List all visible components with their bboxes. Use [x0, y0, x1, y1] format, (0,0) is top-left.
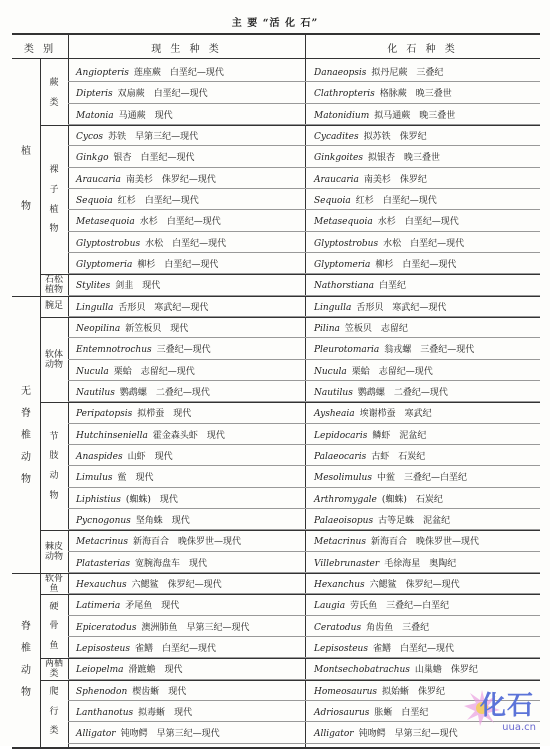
row-divider: [68, 615, 540, 616]
row-divider: [68, 231, 540, 232]
row-divider: [68, 529, 540, 530]
living-description: 澳洲肺鱼 早第三纪—现代: [141, 622, 250, 633]
fossil-species-cell: [314, 513, 450, 526]
living-description: 柳杉 白垩纪—现代: [137, 259, 219, 270]
fossil-description: 南美杉 侏罗纪: [363, 174, 427, 185]
subgroup-label: 两栖 类: [44, 659, 63, 679]
living-species-cell: [76, 321, 188, 334]
fossil-species-cell: [314, 193, 437, 206]
fossil-latin-name: Nathorstiana: [314, 281, 375, 292]
row-divider: [68, 124, 540, 125]
living-latin-name: Entemnotrochus: [76, 345, 152, 356]
fossil-species-cell: [314, 705, 428, 718]
fossil-latin-name: Metacrinus: [314, 537, 366, 548]
subgroup-label: 裸 子 植 物: [49, 165, 59, 235]
living-description: 马通蕨 现代: [118, 110, 173, 121]
living-description: 霍金森头虾 现代: [152, 430, 225, 441]
fossil-species-cell: [314, 278, 406, 291]
watermark-url[interactable]: uua.cn: [502, 722, 536, 733]
living-description: 舌形贝 寒武纪—现代: [118, 302, 209, 313]
living-description: 剑韭 现代: [115, 281, 161, 292]
row-divider: [68, 209, 540, 210]
fossil-latin-name: Montsechobatrachus: [314, 665, 410, 676]
fossil-description: 拟始蜥 侏罗纪: [382, 686, 446, 697]
living-species-cell: [76, 428, 225, 441]
living-species-cell: [76, 193, 199, 206]
row-divider: [68, 593, 540, 594]
subgroup-label: 节 肢 动 物: [49, 431, 59, 501]
watermark-logo-text: 化石: [479, 691, 534, 721]
fossil-latin-name: Alligator: [314, 729, 354, 740]
fossil-latin-name: Villebrunaster: [314, 558, 380, 569]
subgroup-separator: [40, 317, 540, 318]
subgroup-label: 石松 植物: [44, 275, 63, 295]
living-species-cell: [76, 65, 224, 78]
fossil-description: 毛徐海星 奥陶纪: [384, 558, 457, 569]
living-latin-name: Lingulla: [76, 302, 114, 313]
fossil-latin-name: Pilina: [314, 323, 340, 334]
living-species-cell: [76, 86, 208, 99]
fossil-latin-name: Aysheaia: [314, 409, 355, 420]
table-top-border: [12, 33, 540, 35]
fossil-latin-name: Laugia: [314, 601, 346, 612]
living-latin-name: Nautilus: [76, 387, 115, 398]
living-latin-name: Hexauchus: [76, 579, 127, 590]
living-latin-name: Metasequoia: [76, 217, 135, 228]
header-bottom-border: [12, 58, 540, 59]
group-label: 植 物: [21, 146, 31, 213]
fossil-latin-name: Nucula: [314, 366, 347, 377]
row-divider: [68, 167, 540, 168]
fossil-latin-name: Danaeopsis: [314, 68, 367, 78]
row-divider: [68, 572, 540, 573]
fossil-species-cell: [314, 577, 460, 590]
living-latin-name: Dipteris: [76, 89, 113, 100]
living-description: 莲座蕨 白垩纪—现代: [133, 68, 224, 78]
header-category: 类 别: [23, 44, 57, 55]
fossil-latin-name: Palaeocaris: [314, 451, 367, 462]
fossil-species-cell: [314, 385, 448, 398]
living-latin-name: Glyptostrobus: [76, 238, 141, 249]
row-divider: [68, 145, 540, 146]
fossil-description: 水杉 白垩纪—现代: [377, 217, 459, 228]
fossil-description: 柳杉 白垩纪—现代: [375, 259, 457, 270]
fossil-latin-name: Lingulla: [314, 302, 352, 313]
row-divider: [68, 81, 540, 82]
living-description: 栗蛤 志留纪—现代: [113, 366, 195, 377]
fossil-description: (蜘蛛) 石炭纪: [381, 494, 443, 505]
living-description: 水杉 白垩纪—现代: [139, 217, 221, 228]
living-latin-name: Hutchinseniella: [76, 430, 148, 441]
living-species-cell: [76, 641, 216, 654]
site-watermark: [460, 678, 546, 740]
fossil-description: 中鲎 三叠纪—白垩纪: [376, 473, 467, 484]
living-latin-name: Lepisosteus: [76, 643, 130, 654]
living-latin-name: Cycos: [76, 131, 104, 142]
row-divider: [68, 743, 540, 744]
row-divider: [68, 508, 540, 509]
row-divider: [68, 295, 540, 296]
living-latin-name: Araucaria: [76, 174, 121, 185]
table-bottom-border: [12, 747, 540, 749]
fossil-description: 古虾 石炭纪: [371, 451, 426, 462]
living-latin-name: Metacrinus: [76, 537, 128, 548]
fossil-latin-name: Hexanchus: [314, 579, 365, 590]
fossil-species-cell: [314, 662, 478, 675]
fossil-description: 六鳃鲨 侏罗纪—现代: [369, 579, 460, 590]
living-description: 南美杉 侏罗纪—现代: [125, 174, 216, 185]
fossil-species-cell: [314, 86, 452, 99]
living-species-cell: [76, 108, 173, 121]
living-description: 红杉 白垩纪—现代: [117, 195, 199, 206]
living-latin-name: Ginkgo: [76, 153, 109, 164]
row-divider: [68, 423, 540, 424]
fossil-latin-name: Metasequoia: [314, 217, 373, 228]
living-description: 宽腕海盘车 现代: [135, 558, 208, 569]
living-latin-name: Stylites: [76, 281, 111, 292]
subgroup-separator: [40, 274, 540, 275]
row-divider: [68, 401, 540, 402]
group-separator: [12, 296, 540, 297]
fossil-latin-name: Araucaria: [314, 174, 359, 185]
fossil-description: 雀鳝 白垩纪—现代: [372, 643, 454, 654]
living-species-cell: [76, 236, 226, 249]
fossil-species-cell: [314, 364, 433, 377]
fossil-species-cell: [314, 406, 432, 419]
fossil-description: 新海百合 晚侏罗世—现代: [370, 537, 479, 548]
row-divider: [68, 380, 540, 381]
living-description: 钝吻鳄 早第三纪—现代: [120, 729, 220, 740]
row-divider: [68, 337, 540, 338]
fossil-description: 拟马通蕨 晚三叠世: [374, 110, 456, 121]
fossil-latin-name: Ginkgoites: [314, 153, 363, 164]
living-species-cell: [76, 257, 218, 270]
fossil-species-cell: [314, 342, 474, 355]
category-divider: [68, 33, 69, 747]
group-label: 无 脊 椎 动 物: [21, 385, 31, 485]
group-separator: [12, 573, 540, 574]
living-species-cell: [76, 300, 208, 313]
living-latin-name: Epiceratodus: [76, 622, 137, 633]
row-divider: [68, 444, 540, 445]
fossil-species-cell: [314, 321, 408, 334]
living-species-cell: [76, 129, 198, 142]
living-species-cell: [76, 385, 210, 398]
fossil-latin-name: Pleurotomaria: [314, 345, 380, 356]
living-latin-name: Angiopteris: [76, 68, 129, 78]
fossil-latin-name: Clathropteris: [314, 89, 375, 100]
fossil-latin-name: Mesolimulus: [314, 473, 372, 484]
living-species-cell: [76, 278, 160, 291]
living-description: 拟栉蚕 现代: [137, 409, 192, 420]
living-species-cell: [76, 684, 186, 697]
living-description: 三叠纪—现代: [156, 345, 211, 356]
fossil-species-cell: [314, 300, 446, 313]
living-species-cell: [76, 492, 178, 505]
fossil-description: 水松 白垩纪—现代: [383, 238, 465, 249]
fossil-description: 角齿鱼 三叠纪: [366, 622, 430, 633]
living-latin-name: Limulus: [76, 473, 113, 484]
fossil-species-cell: [314, 449, 425, 462]
subgroup-label: 软骨 鱼: [44, 573, 63, 594]
living-latin-name: Platasterias: [76, 558, 131, 569]
fossil-latin-name: Palaeoisopus: [314, 515, 374, 526]
living-description: 双扇蕨 白垩纪—现代: [117, 89, 208, 100]
living-species-cell: [76, 150, 195, 163]
fossil-description: 笠板贝 志留纪: [344, 323, 408, 334]
fossil-description: 拟丹尼蕨 三叠纪: [371, 68, 444, 78]
fossil-description: 埃谢栉蚕 寒武纪: [359, 409, 432, 420]
row-divider: [68, 359, 540, 360]
subgroup-label: 蕨 类: [49, 78, 59, 108]
fossil-latin-name: Matonidium: [314, 110, 370, 121]
fossil-species-cell: [314, 428, 426, 441]
living-description: 鹦鹉螺 二叠纪—现代: [119, 387, 210, 398]
subgroup-separator: [40, 658, 540, 659]
subgroup-label: 棘皮 动物: [44, 541, 63, 562]
fossil-latin-name: Arthromygale: [314, 494, 377, 505]
fossil-species-cell: [314, 684, 445, 697]
living-latin-name: Sequoia: [76, 195, 113, 206]
fossil-latin-name: Homeosaurus: [314, 686, 378, 697]
fossil-latin-name: Glyptostrobus: [314, 238, 379, 249]
subgroup-separator: [40, 125, 540, 126]
living-latin-name: Peripatopsis: [76, 409, 133, 420]
living-description: 滑蹠蟾 现代: [128, 665, 183, 676]
living-description: 坚角蛛 现代: [135, 515, 190, 526]
living-description: 苏铁 早第三纪—现代: [108, 131, 199, 142]
living-latin-name: Lanthanotus: [76, 707, 134, 718]
fossil-description: 胀蜥 白垩纪: [374, 707, 429, 718]
living-description: 雀鳝 白垩纪—现代: [134, 643, 216, 654]
row-divider: [68, 316, 540, 317]
living-latin-name: Sphenodon: [76, 686, 128, 697]
living-latin-name: Nucula: [76, 366, 109, 377]
row-divider: [68, 273, 540, 274]
subgroup-label: 软体 动物: [44, 349, 63, 370]
living-latin-name: Neopilina: [76, 323, 121, 334]
fossil-latin-name: Sequoia: [314, 195, 351, 206]
fossil-species-cell: [314, 556, 456, 569]
living-latin-name: Matonia: [76, 110, 114, 121]
living-description: 新海百合 晚侏罗世—现代: [132, 537, 241, 548]
living-latin-name: Alligator: [76, 729, 116, 740]
fossil-description: 栗蛤 志留纪—现代: [351, 366, 433, 377]
row-divider: [68, 188, 540, 189]
living-species-cell: [76, 577, 222, 590]
living-species-cell: [76, 620, 249, 633]
header-fossil: 化 石 种 类: [387, 44, 458, 55]
fossil-species-cell: [314, 65, 443, 78]
fossil-species-cell: [314, 534, 479, 547]
row-divider: [68, 252, 540, 253]
living-latin-name: Liphistius: [76, 494, 121, 505]
fossil-species-cell: [314, 598, 449, 611]
fossil-description: 舌形贝 寒武纪—现代: [356, 302, 447, 313]
fossil-latin-name: Adriosaurus: [314, 707, 370, 718]
living-latin-name: Anaspides: [76, 451, 123, 462]
living-description: (蜘蛛) 现代: [125, 494, 178, 505]
fossil-description: 古等足蛛 泥盆纪: [378, 515, 451, 526]
living-species-cell: [76, 513, 190, 526]
fossil-latin-name: Cycadites: [314, 131, 359, 142]
fossil-latin-name: Lepidocaris: [314, 430, 368, 441]
row-divider: [68, 636, 540, 637]
living-species-cell: [76, 726, 220, 739]
living-latin-name: Leiopelma: [76, 665, 124, 676]
living-description: 山虾 现代: [127, 451, 173, 462]
fossil-species-cell: [314, 236, 464, 249]
living-description: 楔齿蜥 现代: [132, 686, 187, 697]
fossil-latin-name: Lepisosteus: [314, 643, 368, 654]
group-label: 脊 椎 动 物: [21, 620, 31, 698]
fossil-latin-name: Nautilus: [314, 387, 353, 398]
living-description: 拟毒蜥 现代: [138, 707, 193, 718]
fossil-description: 翁戎螺 三叠纪—现代: [384, 345, 475, 356]
fossil-description: 鳞虾 泥盆纪: [372, 430, 427, 441]
row-divider: [68, 657, 540, 658]
fossil-species-cell: [314, 150, 440, 163]
living-description: 矛尾鱼 现代: [125, 601, 180, 612]
living-description: 六鳃鲨 侏罗纪—现代: [131, 579, 222, 590]
living-species-cell: [76, 406, 191, 419]
fossil-species-cell: [314, 214, 459, 227]
fossil-description: 山巢蟾 侏罗纪: [414, 665, 478, 676]
fossil-species-cell: [314, 620, 429, 633]
fossil-description: 格脉蕨 晚三叠世: [379, 89, 452, 100]
living-description: 新笠板贝 现代: [125, 323, 189, 334]
living-description: 鲎 现代: [117, 473, 154, 484]
fossil-latin-name: Ceratodus: [314, 622, 362, 633]
living-species-cell: [76, 449, 173, 462]
row-divider: [68, 487, 540, 488]
fossil-species-cell: [314, 172, 427, 185]
fossil-description: 拟苏铁 侏罗纪: [363, 131, 427, 142]
fossil-description: 劳氏鱼 三叠纪—白垩纪: [350, 601, 450, 612]
subgroup-label: 腕足: [44, 301, 63, 312]
header-living: 现 生 种 类: [151, 44, 222, 55]
row-divider: [68, 551, 540, 552]
row-divider: [68, 103, 540, 104]
subgroup-separator: [40, 594, 540, 595]
subgroup-label: 爬 行 类: [49, 686, 59, 737]
subgroup-label: 硬 骨 鱼: [49, 601, 59, 652]
living-description: 水松 白垩纪—现代: [145, 238, 227, 249]
row-divider: [68, 465, 540, 466]
fossil-description: 钝吻鳄 早第三纪—现代: [358, 729, 458, 740]
living-species-cell: [76, 364, 195, 377]
fossil-description: 白垩纪: [379, 281, 407, 292]
fossil-species-cell: [314, 257, 456, 270]
living-latin-name: Glyptomeria: [76, 259, 133, 270]
living-species-cell: [76, 534, 241, 547]
living-latin-name: Latimeria: [76, 601, 121, 612]
living-species-cell: [76, 172, 216, 185]
fossil-description: 拟银杏 晚三叠世: [367, 153, 440, 164]
fossil-species-cell: [314, 108, 455, 121]
fossil-species-cell: [314, 129, 427, 142]
living-species-cell: [76, 598, 179, 611]
fossil-species-cell: [314, 470, 467, 483]
subgroup-separator: [40, 402, 540, 403]
fossil-species-cell: [314, 492, 443, 505]
fossil-species-cell: [314, 726, 458, 739]
living-description: 银杏 白垩纪—现代: [113, 153, 195, 164]
living-species-cell: [76, 342, 211, 355]
living-species-cell: [76, 214, 221, 227]
fossil-latin-name: Glyptomeria: [314, 259, 371, 270]
living-species-cell: [76, 556, 207, 569]
fossil-description: 红杉 白垩纪—现代: [355, 195, 437, 206]
living-fossil-divider: [305, 33, 306, 747]
living-species-cell: [76, 705, 192, 718]
living-species-cell: [76, 662, 182, 675]
subgroup-separator: [40, 530, 540, 531]
living-species-cell: [76, 470, 154, 483]
living-latin-name: Pycnogonus: [76, 515, 131, 526]
fossil-description: 鹦鹉螺 二叠纪—现代: [357, 387, 448, 398]
page-title: 主 要 “活 化 石”: [231, 18, 319, 29]
fossil-species-cell: [314, 641, 454, 654]
